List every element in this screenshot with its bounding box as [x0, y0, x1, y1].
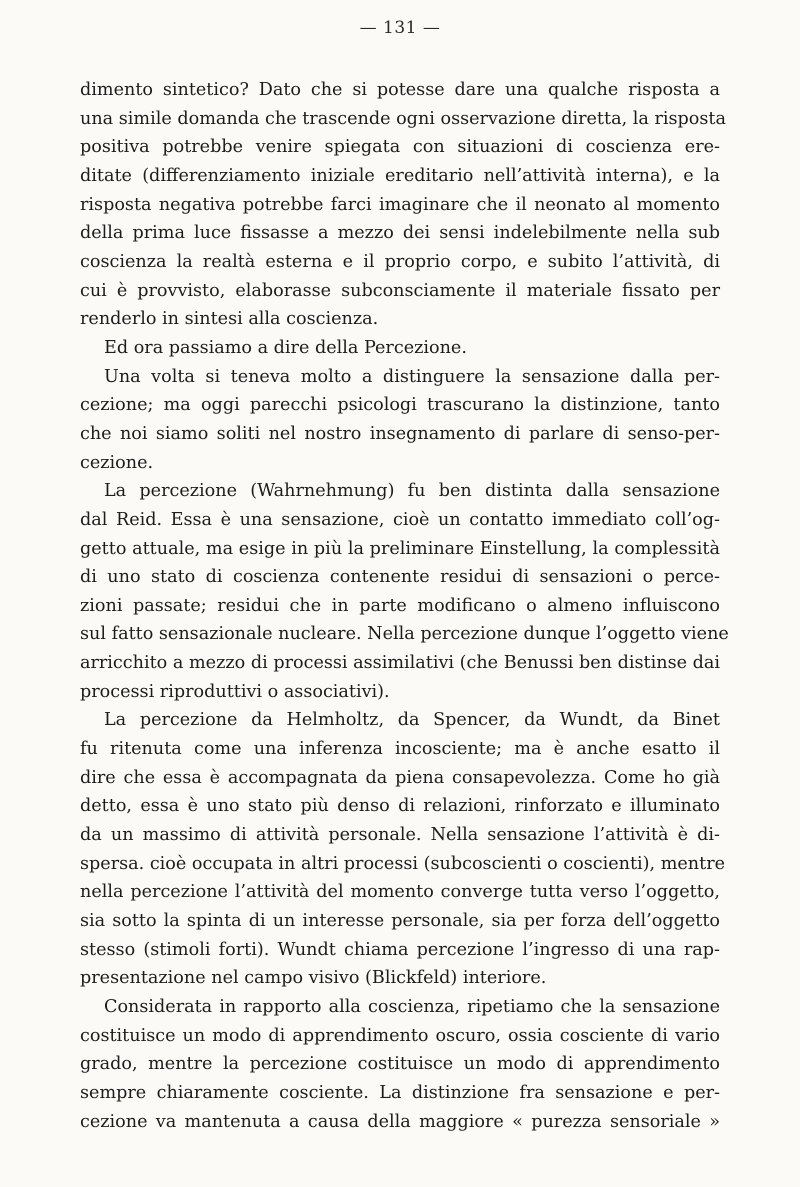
text-line: che noi siamo soliti nel nostro insegnamento di parlare di senso-per- — [80, 423, 720, 444]
page-number: — 131 — — [359, 18, 441, 38]
text-line: arricchito a mezzo di processi assimilativi (che Benussi ben distinse dai — [80, 653, 720, 674]
text-line: ditate (differenziamento iniziale ereditario nell’attività interna), e la — [80, 165, 720, 186]
text-line: presentazione nel campo visivo (Blickfeld) interiore. — [80, 968, 547, 989]
text-line: Ed ora passiamo a dire della Percezione. — [104, 337, 467, 358]
body-text — [80, 76, 729, 1136]
text-line: getto attuale, ma esige in più la preliminare Einstellung, la complessità — [80, 538, 720, 559]
text-line: dal Reid. Essa è una sensazione, cioè un contatto immediato coll’og- — [80, 509, 720, 530]
text-line: cui è provvisto, elaborasse subconsciamente il materiale fissato per — [80, 280, 720, 301]
text-line: costituisce un modo di apprendimento oscuro, ossia cosciente di vario — [80, 1025, 720, 1046]
text-line: nella percezione l’attività del momento converge tutta verso l’oggetto, — [80, 882, 720, 903]
text-line: cezione. — [80, 452, 154, 473]
text-line: una simile domanda che trascende ogni osservazione diretta, la risposta — [80, 108, 726, 129]
text-line: sia sotto la spinta di un interesse personale, sia per forza dell’oggetto — [80, 911, 720, 932]
text-line: La percezione da Helmholtz, da Spencer, da Wundt, da Binet — [104, 710, 720, 731]
text-line: positiva potrebbe venire spiegata con situazioni di coscienza ere- — [80, 137, 720, 158]
text-line: fu ritenuta come una inferenza incosciente; ma è anche esatto il — [80, 739, 720, 760]
text-line: cezione; ma oggi parecchi psicologi trascurano la distinzione, tanto — [80, 395, 720, 416]
text-line: della prima luce fissasse a mezzo dei sensi indelebilmente nella sub — [80, 223, 720, 244]
text-line: zioni passate; residui che in parte modificano o almeno influiscono — [80, 595, 720, 616]
text-line: grado, mentre la percezione costituisce un modo di apprendimento — [80, 1054, 720, 1075]
text-line: stesso (stimoli forti). Wundt chiama percezione l’ingresso di una rap- — [80, 939, 720, 960]
text-line: di uno stato di coscienza contenente residui di sensazioni o perce- — [80, 567, 720, 588]
text-line: detto, essa è uno stato più denso di relazioni, rinforzato e illuminato — [80, 796, 720, 817]
text-line: dimento sintetico? Dato che si potesse dare una qualche risposta a — [80, 80, 720, 100]
text-line: dire che essa è accompagnata da piena consapevolezza. Come ho già — [80, 767, 720, 788]
text-line: processi riproduttivi o associativi). — [80, 681, 390, 702]
text-line: risposta negativa potrebbe farci imaginare che il neonato al momento — [80, 194, 720, 215]
text-line: sempre chiaramente cosciente. La distinzione fra sensazione e per- — [80, 1082, 720, 1103]
text-line: spersa. cioè occupata in altri processi (subcoscienti o coscienti), mentre — [80, 853, 726, 874]
text-line: sul fatto sensazionale nucleare. Nella percezione dunque l’oggetto viene — [80, 624, 729, 645]
text-line: cezione va mantenuta a causa della maggiore « purezza sensoriale » — [80, 1111, 720, 1132]
text-line: La percezione (Wahrnehmung) fu ben distinta dalla sensazione — [104, 481, 720, 502]
text-line: Considerata in rapporto alla coscienza, ripetiamo che la sensazione — [104, 997, 720, 1017]
text-line: renderlo in sintesi alla coscienza. — [80, 309, 379, 330]
text-line: Una volta si teneva molto a distinguere la sensazione dalla per- — [104, 366, 720, 387]
text-line: coscienza la realtà esterna e il proprio corpo, e subito l’attività, di — [80, 251, 720, 272]
text-line: da un massimo di attività personale. Nella sensazione l’attività è di- — [80, 825, 720, 846]
